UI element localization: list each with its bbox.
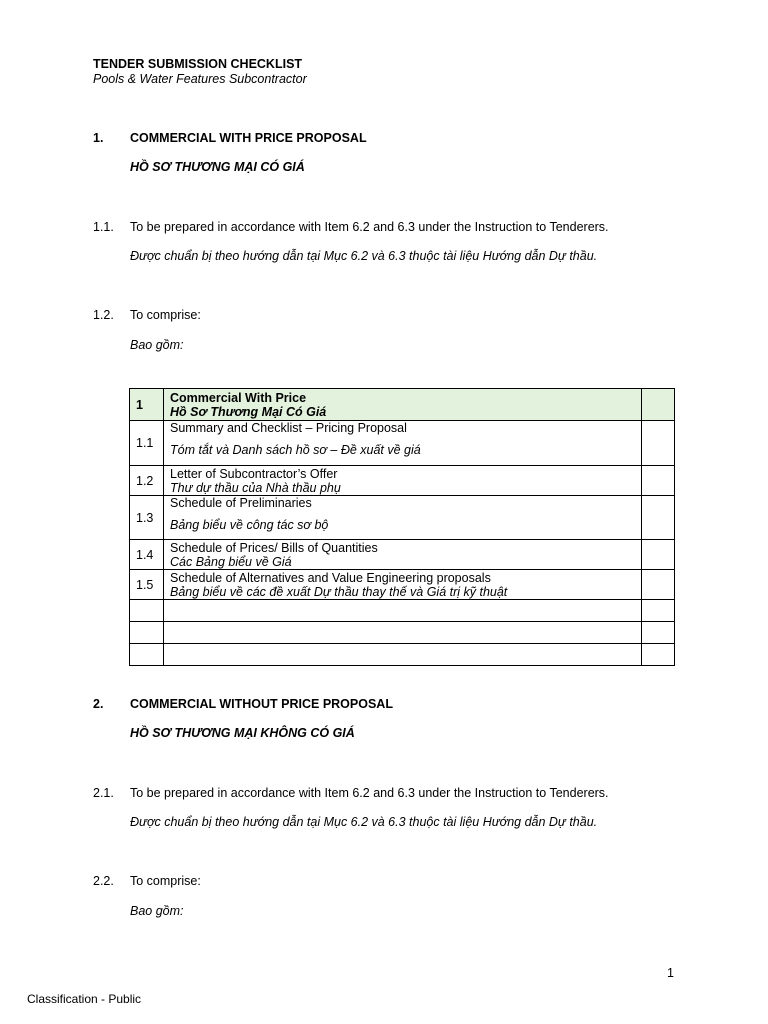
table-header-title-vi: Hồ Sơ Thương Mại Có Giá — [170, 404, 327, 419]
item-2-2-number: 2.2. — [93, 874, 114, 888]
row-text-vi: Các Bảng biểu về Giá — [170, 554, 292, 569]
document-title: TENDER SUBMISSION CHECKLIST — [93, 57, 303, 71]
row-text-vi: Bảng biểu về công tác sơ bộ — [170, 518, 329, 532]
section1-heading-vi: HỒ SƠ THƯƠNG MẠI CÓ GIÁ — [130, 160, 305, 174]
item-1-2-number: 1.2. — [93, 308, 114, 322]
item-2-2-text-vi: Bao gồm: — [130, 904, 184, 918]
table-header-title: Commercial With Price — [170, 390, 307, 405]
section2-heading-vi: HỒ SƠ THƯƠNG MẠI KHÔNG CÓ GIÁ — [130, 726, 355, 740]
row-description — [164, 570, 642, 600]
item-2-1-text: To be prepared in accordance with Item 6.2 and 6.3 under the Instruction to Tenderers. — [130, 786, 609, 800]
table-row-empty — [130, 600, 675, 622]
item-2-2-text: To comprise: — [130, 874, 201, 888]
classification-label: Classification - Public — [27, 992, 142, 1006]
item-1-2-text-vi: Bao gồm: — [130, 338, 184, 352]
table-row — [130, 496, 675, 540]
table-header-check-cell — [642, 389, 675, 421]
row-check-cell — [642, 421, 675, 466]
row-check-cell — [642, 466, 675, 496]
table-row — [130, 421, 675, 466]
row-text-en: Letter of Subcontractor’s Offer — [170, 466, 338, 481]
row-description — [164, 421, 642, 466]
row-text-en: Summary and Checklist – Pricing Proposal — [170, 421, 407, 435]
table-row-empty — [130, 644, 675, 666]
row-text-vi: Thư dự thầu của Nhà thầu phụ — [170, 480, 341, 495]
item-1-1-text-vi: Được chuẩn bị theo hướng dẫn tại Mục 6.2 và 6.3 thuộc tài liệu Hướng dẫn Dự thầu. — [130, 249, 598, 263]
table-header-title-cell — [164, 389, 642, 421]
row-check-cell — [642, 540, 675, 570]
row-check-cell — [642, 570, 675, 600]
row-number: 1.2 — [130, 466, 164, 496]
table-row-empty — [130, 622, 675, 644]
row-check-cell — [642, 496, 675, 540]
row-text-vi: Bảng biểu về các đề xuất Dự thầu thay thế và Giá trị kỹ thuật — [170, 584, 508, 599]
table-header-number: 1 — [130, 389, 164, 421]
row-text-vi: Tóm tắt và Danh sách hồ sơ – Đề xuất về giá — [170, 443, 421, 457]
item-1-1-text: To be prepared in accordance with Item 6.2 and 6.3 under the Instruction to Tenderers. — [130, 220, 609, 234]
row-text-en: Schedule of Prices/ Bills of Quantities — [170, 540, 378, 555]
row-number: 1.3 — [130, 496, 164, 540]
row-description — [164, 466, 642, 496]
document-subtitle: Pools & Water Features Subcontractor — [93, 72, 307, 86]
section1-heading: COMMERCIAL WITH PRICE PROPOSAL — [130, 131, 367, 145]
item-2-1-text-vi: Được chuẩn bị theo hướng dẫn tại Mục 6.2 và 6.3 thuộc tài liệu Hướng dẫn Dự thầu. — [130, 815, 598, 829]
item-2-1-number: 2.1. — [93, 786, 114, 800]
item-1-1-number: 1.1. — [93, 220, 114, 234]
row-number: 1.5 — [130, 570, 164, 600]
table-row — [130, 540, 675, 570]
row-description — [164, 496, 642, 540]
table-header-row — [130, 389, 675, 421]
checklist-table — [129, 388, 675, 666]
page-number: 1 — [667, 966, 674, 980]
section2-heading: COMMERCIAL WITHOUT PRICE PROPOSAL — [130, 697, 393, 711]
row-number: 1.1 — [130, 421, 164, 466]
table-row — [130, 570, 675, 600]
section1-number: 1. — [93, 131, 104, 145]
row-number: 1.4 — [130, 540, 164, 570]
row-description — [164, 540, 642, 570]
row-text-en: Schedule of Preliminaries — [170, 496, 312, 510]
item-1-2-text: To comprise: — [130, 308, 201, 322]
row-text-en: Schedule of Alternatives and Value Engineering proposals — [170, 570, 491, 585]
table-row — [130, 466, 675, 496]
section2-number: 2. — [93, 697, 104, 711]
